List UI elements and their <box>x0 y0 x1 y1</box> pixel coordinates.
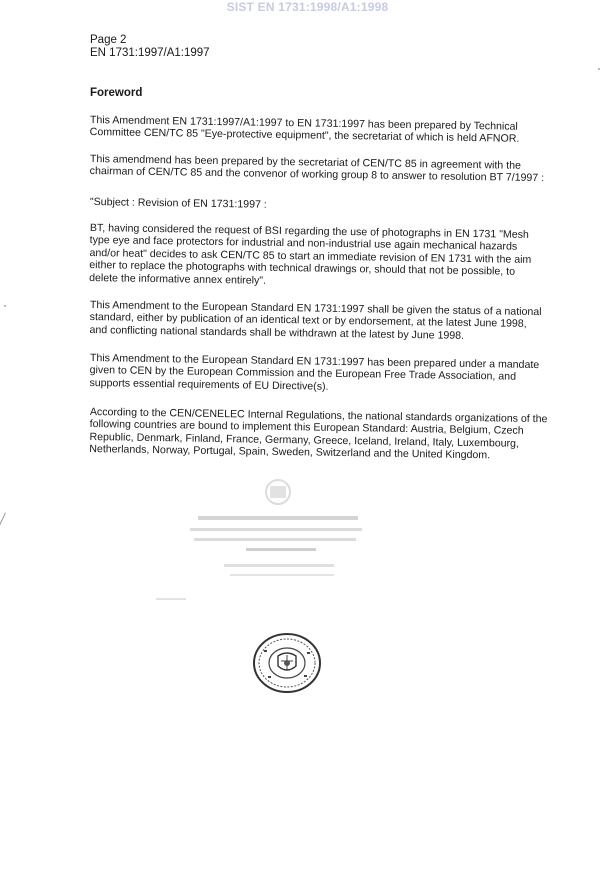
paragraph-subject: "Subject : Revision of EN 1731:1997 : <box>89 196 267 211</box>
paragraph-bt-resolution: BT, having considered the request of BSI regarding the use of photographs in EN 1731 "Mesh type eye and face protectors for industrial and non-industrial use again mechanical hazards and/or heat" decides to ask CEN/TC 85 to start an immediate revision of EN 1731 with the aim either to replace the photographs with technical drawings or, should that not be possible, to delete the informative annex entirely". <box>89 222 532 287</box>
section-heading: Foreword <box>90 87 143 99</box>
page-number: Page 2 <box>90 34 127 46</box>
paragraph-mandate: This Amendment to the European Standard EN 1731:1997 has been prepared under a mandate given to CEN by the European Commission and the European Free Trade Association, and supports essential requirements of EU Directive(s). <box>89 352 540 393</box>
page-header <box>90 34 210 60</box>
watermark: SIST EN 1731:1998/A1:1998 <box>226 0 389 14</box>
paragraph-prepared-by: This Amendment EN 1731:1997/A1:1997 to EN 1731:1997 has been prepared by Technical Committee CEN/TC 85 "Eye-protective equipment", the secretariat of which is held AFNOR. <box>89 114 520 146</box>
scan-dot <box>598 68 600 70</box>
scan-dot <box>4 305 6 307</box>
paragraph-national-status: This Amendment to the European Standard EN 1731:1997 shall be given the status of a national standard, either by publication of an identical text or by endorsement, at the latest June 1998, and conflicting national standards shall be withdrawn at the latest by June 1998. <box>89 299 542 342</box>
paragraph-countries: According to the CEN/CENELEC Internal Regulations, the national standards organizations of the following countries are bound to implement this European Standard: Austria, Belgium, Czech Republic, Denmark, Finland, France, Germany, Greece, Iceland, Ireland, Italy, Luxembourg, Netherlands, Norway, Portugal, Spain, Sweden, Switzerland and the United Kingdom. <box>89 406 548 462</box>
official-seal-icon <box>252 632 322 694</box>
faint-stamp-icon <box>150 478 400 618</box>
paragraph-secretariat: This amendmend has been prepared by the secretariat of CEN/TC 85 in agreement with the chairman of CEN/TC 85 and the convenor of working group 8 to answer to resolution BT 7/1997 : <box>89 153 545 185</box>
scan-mark <box>0 512 6 525</box>
document-reference: EN 1731:1997/A1:1997 <box>90 47 210 59</box>
